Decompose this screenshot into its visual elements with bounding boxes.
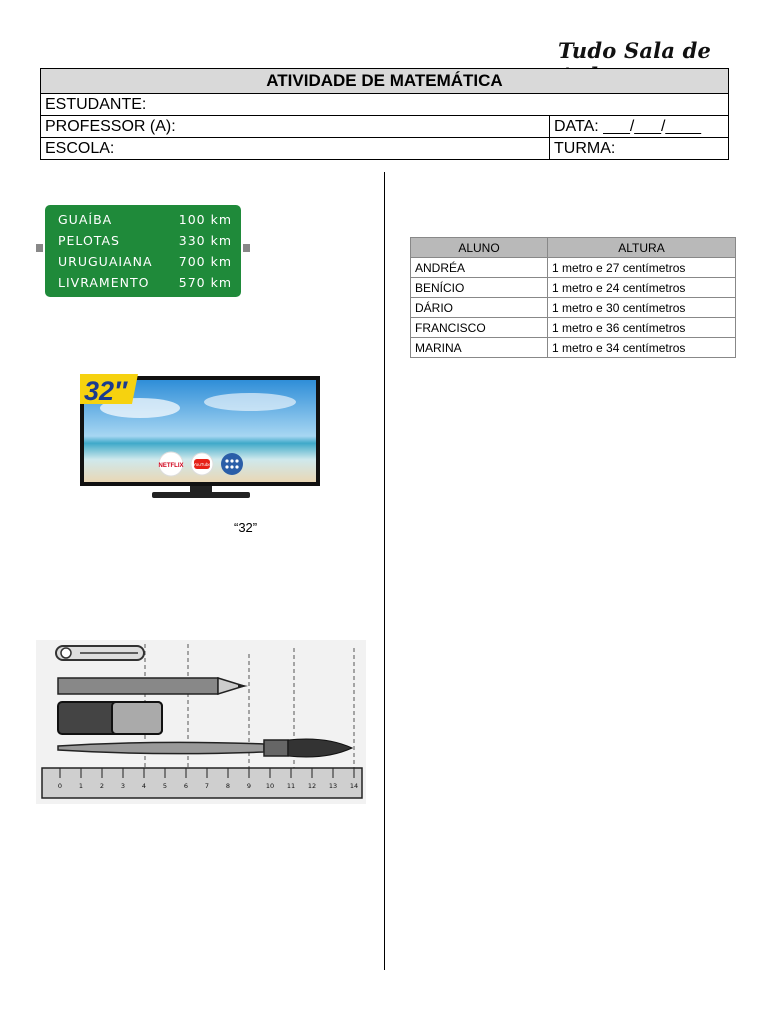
cell-aluno: MARINA bbox=[411, 338, 548, 358]
safety-pin-icon bbox=[56, 646, 144, 660]
cell-altura: 1 metro e 24 centímetros bbox=[548, 278, 736, 298]
ruler-icon bbox=[42, 768, 362, 798]
cell-altura: 1 metro e 36 centímetros bbox=[548, 318, 736, 338]
ruler-tick: 11 bbox=[286, 782, 296, 790]
cell-aluno: BENÍCIO bbox=[411, 278, 548, 298]
tv-stand-base bbox=[152, 492, 250, 498]
tv-cloud bbox=[204, 393, 296, 411]
teacher-field[interactable]: PROFESSOR (A): bbox=[41, 116, 550, 138]
television-image bbox=[80, 374, 322, 502]
column-header-aluno: ALUNO bbox=[411, 238, 548, 258]
sign-city-4: LIVRAMENTO bbox=[58, 275, 150, 290]
cell-aluno: ANDRÉA bbox=[411, 258, 548, 278]
ruler-tick: 7 bbox=[204, 782, 210, 790]
ruler-objects-image bbox=[36, 640, 366, 804]
table-row bbox=[411, 338, 736, 358]
school-field[interactable]: ESCOLA: bbox=[41, 138, 550, 160]
road-sign-image bbox=[36, 202, 250, 298]
ruler-tick: 6 bbox=[183, 782, 189, 790]
student-heights-table bbox=[410, 237, 736, 358]
tv-caption: “32” bbox=[234, 520, 258, 535]
eraser-icon bbox=[58, 702, 162, 734]
sign-city-3: URUGUAIANA bbox=[58, 254, 153, 269]
column-divider bbox=[384, 172, 385, 970]
ruler-tick: 0 bbox=[57, 782, 63, 790]
cell-altura: 1 metro e 27 centímetros bbox=[548, 258, 736, 278]
ruler-tick: 14 bbox=[349, 782, 359, 790]
cell-aluno: DÁRIO bbox=[411, 298, 548, 318]
ruler-tick: 9 bbox=[246, 782, 252, 790]
table-row bbox=[411, 318, 736, 338]
table-row bbox=[411, 258, 736, 278]
column-header-altura: ALTURA bbox=[548, 238, 736, 258]
size-badge-text: 32″ bbox=[84, 376, 127, 406]
student-field[interactable]: ESTUDANTE: bbox=[41, 94, 729, 116]
ruler-tick: 1 bbox=[78, 782, 84, 790]
sign-city-2: PELOTAS bbox=[58, 233, 120, 248]
youtube-label: YouTube bbox=[193, 462, 211, 467]
netflix-label: NETFLIX bbox=[158, 463, 184, 469]
class-field[interactable]: TURMA: bbox=[550, 138, 729, 160]
ruler-tick: 3 bbox=[120, 782, 126, 790]
table-row bbox=[411, 278, 736, 298]
apps-grid-icon bbox=[221, 453, 243, 475]
ruler-tick: 4 bbox=[141, 782, 147, 790]
brand-logo: Tudo Sala de bbox=[558, 38, 712, 63]
sign-distance-2: 330 km bbox=[178, 233, 232, 248]
header-table bbox=[40, 68, 729, 160]
pencil-icon bbox=[58, 678, 248, 694]
date-field[interactable]: DATA: ___/___/____ bbox=[550, 116, 729, 138]
ruler-tick: 2 bbox=[99, 782, 105, 790]
cell-aluno: FRANCISCO bbox=[411, 318, 548, 338]
sign-distance-3: 700 km bbox=[178, 254, 232, 269]
sign-distance-1: 100 km bbox=[178, 212, 232, 227]
cell-altura: 1 metro e 30 centímetros bbox=[548, 298, 736, 318]
ruler-tick: 12 bbox=[307, 782, 317, 790]
ruler-tick: 8 bbox=[225, 782, 231, 790]
table-row bbox=[411, 298, 736, 318]
tv-stand-neck bbox=[190, 486, 212, 492]
ruler-tick: 13 bbox=[328, 782, 338, 790]
cell-altura: 1 metro e 34 centímetros bbox=[548, 338, 736, 358]
sign-city-1: GUAÍBA bbox=[58, 212, 113, 227]
activity-title: ATIVIDADE DE MATEMÁTICA bbox=[41, 69, 729, 94]
sign-distance-4: 570 km bbox=[178, 275, 232, 290]
ruler-tick: 5 bbox=[162, 782, 168, 790]
ruler-tick: 10 bbox=[265, 782, 275, 790]
table-header-row bbox=[411, 238, 736, 258]
